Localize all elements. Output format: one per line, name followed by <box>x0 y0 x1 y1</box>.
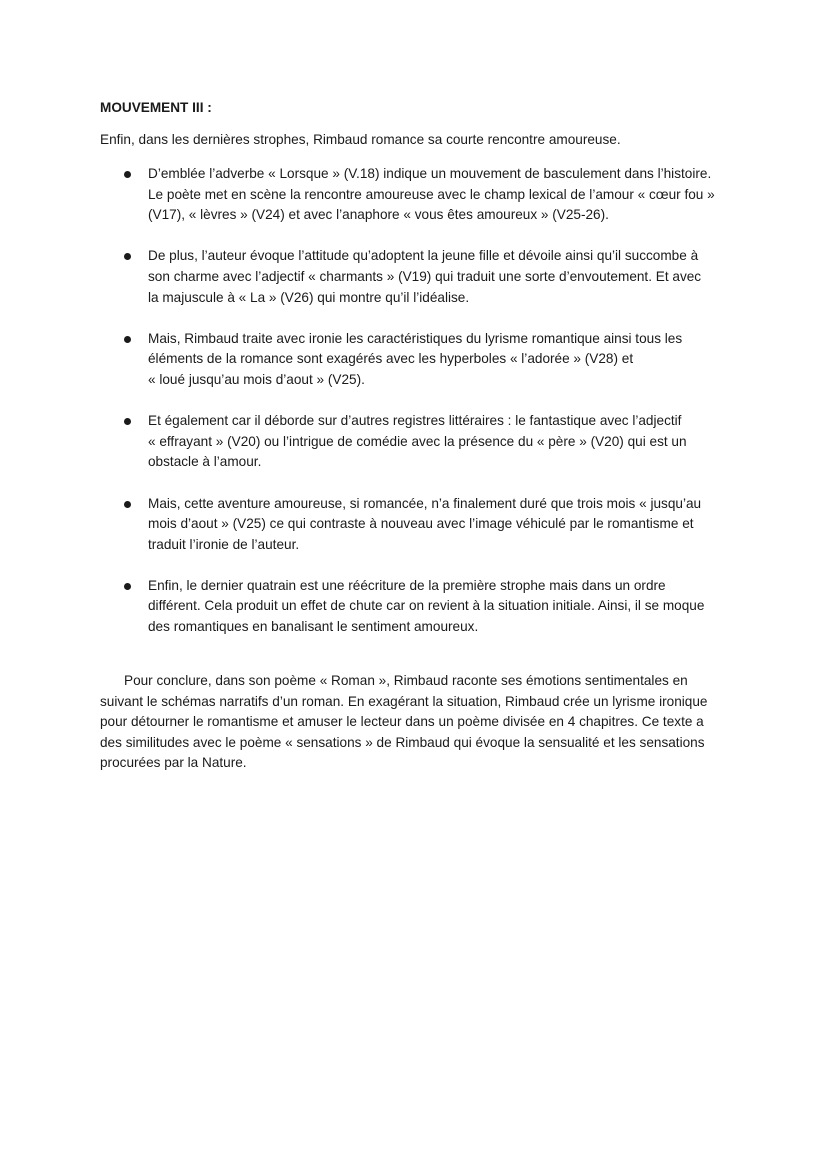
bullet-line: Mais, Rimbaud traite avec ironie les caractéristiques du lyrisme romantique ainsi tous les <box>148 330 683 346</box>
bullet-icon <box>124 171 131 178</box>
bullet-line: « effrayant » (V20) ou l’intrigue de comédie avec la présence du « père » (V20) qui est un <box>148 433 687 449</box>
bullet-icon <box>124 253 131 260</box>
bullet-icon <box>124 336 131 343</box>
bullet-line: Et également car il déborde sur d’autres registres littéraires : le fantastique avec l’adjectif <box>148 413 682 429</box>
bullet-icon <box>124 501 131 508</box>
list-item <box>100 246 740 308</box>
bullet-line: Mais, cette aventure amoureuse, si romancée, n’a finalement duré que trois mois « jusqu’au <box>148 495 702 511</box>
bullet-line: « loué jusqu’au mois d’aout » (V25). <box>148 371 365 387</box>
conclusion-line: des similitudes avec le poème « sensations » de Rimbaud qui évoque la sensualité et les sensations <box>100 734 705 750</box>
bullet-line: éléments de la romance sont exagérés avec les hyperboles « l’adorée » (V28) et <box>148 351 634 367</box>
list-item <box>100 494 740 556</box>
list-item <box>100 164 740 226</box>
bullet-line: (V17), « lèvres » (V24) et avec l’anaphore « vous êtes amoureux » (V25-26). <box>148 207 609 223</box>
bullet-icon <box>124 583 131 590</box>
bullet-icon <box>124 418 131 425</box>
list-item <box>100 576 740 638</box>
bullet-line: Enfin, le dernier quatrain est une réécriture de la première strophe mais dans un ordre <box>148 577 666 593</box>
bullet-line: la majuscule à « La » (V26) qui montre qu’il l’idéalise. <box>148 289 470 305</box>
bullet-line: son charme avec l’adjectif « charmants » (V19) qui traduit une sorte d’envoutement. Et avec <box>148 268 702 284</box>
list-item <box>100 411 740 473</box>
list-item <box>100 329 740 391</box>
conclusion-line: pour détourner le romantisme et amuser le lecteur dans un poème divisée en 4 chapitres. Ce texte a <box>100 714 704 730</box>
bullet-line: Le poète met en scène la rencontre amoureuse avec le champ lexical de l’amour « cœur fou » <box>148 186 715 202</box>
conclusion-line: Pour conclure, dans son poème « Roman », Rimbaud raconte ses émotions sentimentales en <box>124 673 688 688</box>
bullet-line: mois d’aout » (V25) ce qui contraste à nouveau avec l’image véhiculé par le romantisme et <box>148 516 694 532</box>
intro-paragraph: Enfin, dans les dernières strophes, Rimbaud romance sa courte rencontre amoureuse. <box>100 132 621 147</box>
bullet-line: obstacle à l’amour. <box>148 454 262 470</box>
bullet-line: D’emblée l’adverbe « Lorsque » (V.18) indique un mouvement de basculement dans l’histoire. <box>148 166 712 181</box>
bullet-line: différent. Cela produit un effet de chute car on revient à la situation initiale. Ainsi, il se moque <box>148 598 705 614</box>
bullet-line: De plus, l’auteur évoque l’attitude qu’adoptent la jeune fille et dévoile ainsi qu’il succombe à <box>148 248 699 264</box>
conclusion-line: suivant le schémas narratifs d’un roman. En exagérant la situation, Rimbaud crée un lyrisme ironique <box>100 693 708 709</box>
section-heading: MOUVEMENT III : <box>100 100 212 115</box>
bullet-line: des romantiques en banalisant le sentiment amoureux. <box>148 619 479 635</box>
bullet-list <box>100 164 740 658</box>
conclusion-paragraph <box>100 671 730 774</box>
bullet-line: traduit l’ironie de l’auteur. <box>148 536 300 552</box>
conclusion-line: procurées par la Nature. <box>100 755 247 771</box>
